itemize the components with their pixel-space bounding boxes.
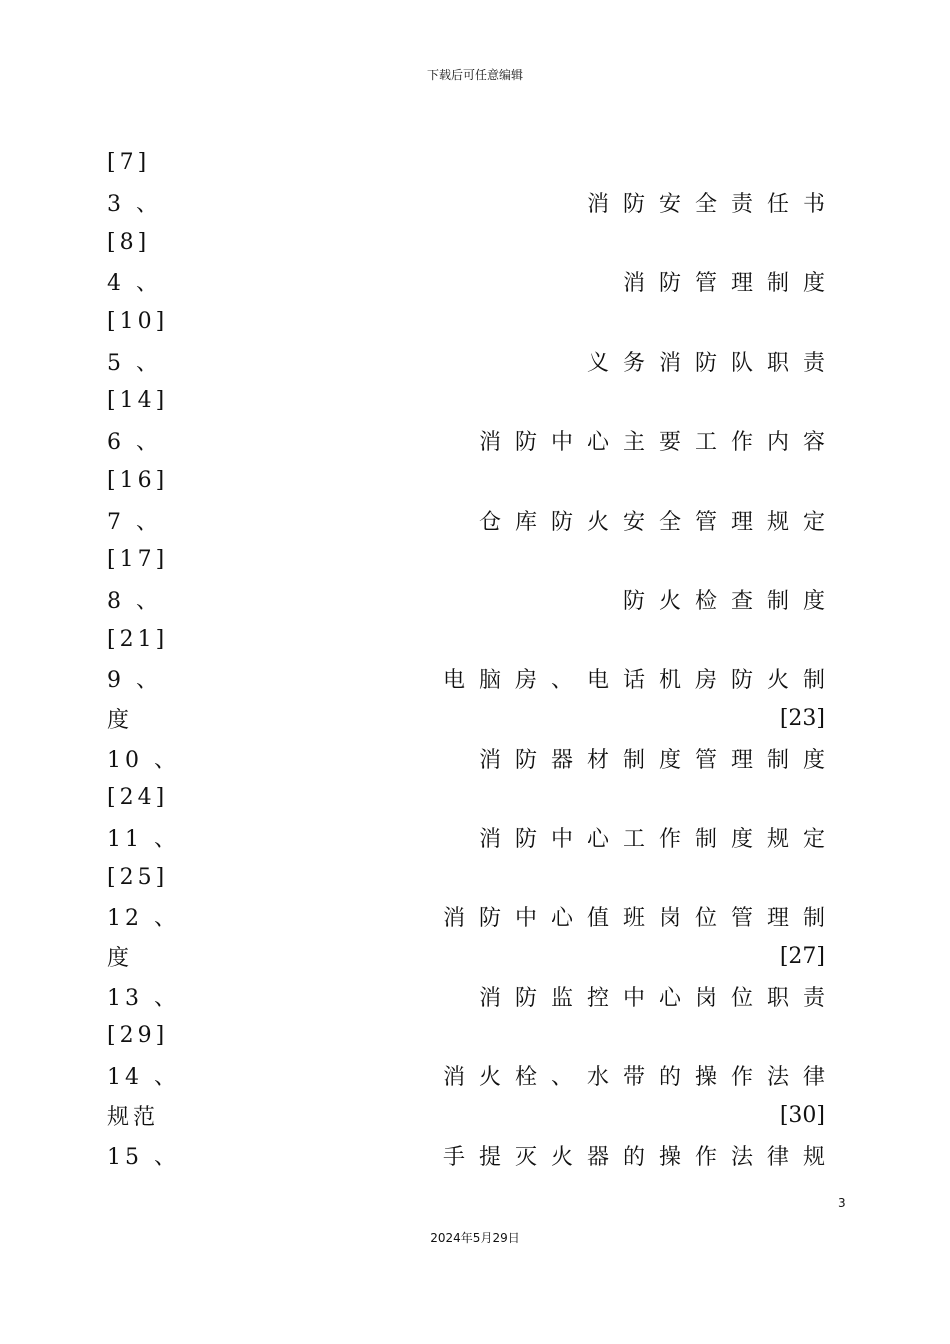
page-number: 3 (838, 1196, 846, 1210)
toc-line-left: [24] (107, 785, 169, 811)
toc-line-right: 消防监控中心岗位职责 (478, 985, 839, 1011)
page-footer-date: 2024年5月29日 (430, 1231, 520, 1245)
toc-line-left: 15 、 (107, 1144, 180, 1170)
toc-page-ref: [23] (779, 705, 825, 731)
toc-line-right: 电脑房、电话机房防火制 (442, 668, 839, 694)
toc-line-left: 3 、 (107, 192, 162, 218)
toc-line (107, 143, 825, 183)
toc-line-left: [7] (107, 150, 151, 176)
toc-line-left: 规范 (107, 1104, 160, 1130)
toc-line (107, 659, 839, 699)
toc-line (107, 897, 839, 937)
toc-line (107, 738, 839, 778)
toc-line-right: 手提灭火器的操作法律规 (442, 1144, 839, 1170)
page-header: 下载后可任意编辑 (426, 68, 523, 82)
toc-line-left: [16] (107, 467, 169, 493)
toc-line (107, 461, 825, 501)
toc-line (107, 937, 825, 977)
toc-line-right: 消火栓、水带的操作法律 (442, 1065, 839, 1091)
toc-line-left: [8] (107, 229, 151, 255)
table-of-contents (107, 143, 839, 1175)
toc-line-left: 7 、 (107, 509, 162, 535)
toc-line (107, 857, 825, 897)
toc-line-left: [14] (107, 388, 169, 414)
toc-line-left: 4 、 (107, 271, 162, 297)
toc-line (107, 1056, 839, 1096)
toc-line (107, 302, 825, 342)
toc-line-left: [17] (107, 547, 169, 573)
toc-line-left: [10] (107, 309, 169, 335)
toc-line (107, 818, 839, 858)
toc-line-left: 度 (107, 946, 134, 972)
toc-line (107, 1135, 839, 1175)
toc-line-left: 14 、 (107, 1065, 180, 1091)
toc-line (107, 1016, 825, 1056)
toc-line-left: 8 、 (107, 588, 162, 614)
toc-line (107, 421, 839, 461)
toc-line-right: 消防器材制度管理制度 (478, 747, 839, 773)
toc-line-right: 消防中心工作制度规定 (478, 827, 839, 853)
toc-page-ref: [30] (779, 1102, 825, 1128)
toc-line (107, 699, 825, 739)
toc-line (107, 381, 825, 421)
toc-line-right: 消防安全责任书 (586, 192, 839, 218)
toc-line-left: [25] (107, 864, 169, 890)
toc-line-left: 13 、 (107, 985, 180, 1011)
toc-line (107, 222, 825, 262)
toc-line-left: 度 (107, 707, 134, 733)
toc-line-left: 5 、 (107, 350, 162, 376)
toc-line (107, 619, 825, 659)
toc-line (107, 262, 839, 302)
toc-line (107, 1096, 825, 1136)
toc-line-left: 6 、 (107, 430, 162, 456)
toc-line (107, 778, 825, 818)
toc-line-left: 9 、 (107, 668, 162, 694)
toc-line (107, 500, 839, 540)
toc-line-right: 消防管理制度 (622, 271, 839, 297)
toc-line-right: 义务消防队职责 (586, 350, 839, 376)
toc-line-right: 防火检查制度 (622, 588, 839, 614)
toc-line-left: 12 、 (107, 906, 180, 932)
toc-line-left: 11 、 (107, 827, 180, 853)
toc-line (107, 976, 839, 1016)
toc-line-right: 消防中心值班岗位管理制 (442, 906, 839, 932)
toc-line (107, 580, 839, 620)
toc-line (107, 183, 839, 223)
toc-line (107, 540, 825, 580)
toc-page-ref: [27] (779, 944, 825, 970)
toc-line-left: [21] (107, 626, 169, 652)
toc-line-right: 消防中心主要工作内容 (478, 430, 839, 456)
toc-line-left: 10 、 (107, 747, 180, 773)
toc-line-left: [29] (107, 1023, 169, 1049)
toc-line (107, 341, 839, 381)
toc-line-right: 仓库防火安全管理规定 (478, 509, 839, 535)
